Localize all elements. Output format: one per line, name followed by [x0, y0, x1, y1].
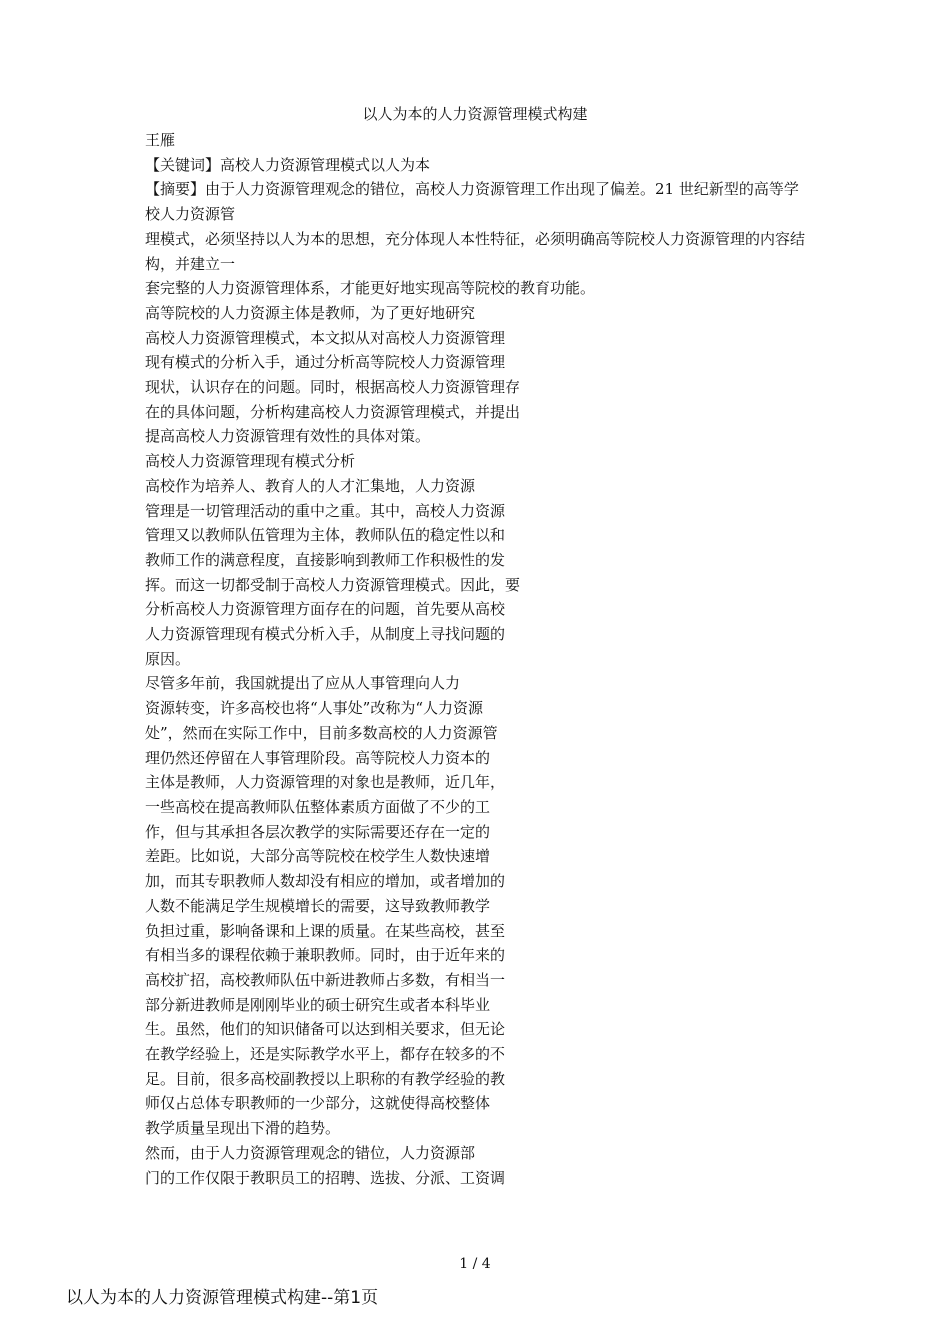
body-text-line: 生。虽然，他们的知识储备可以达到相关要求，但无论 — [145, 1020, 506, 1039]
body-text-line: 作，但与其承担各层次教学的实际需要还存在一定的 — [145, 822, 491, 841]
document-body — [145, 128, 813, 1190]
body-text-line: 高校人力资源管理现有模式分析 — [145, 452, 356, 471]
body-text-line: 一些高校在提高教师队伍整体素质方面做了不少的工 — [145, 797, 491, 816]
body-text-line: 人数不能满足学生规模增长的需要，这导致教师教学 — [145, 896, 491, 915]
body-text-line: 理仍然还停留在人事管理阶段。高等院校人力资本的 — [145, 748, 491, 767]
body-text-line: 在的具体问题，分析构建高校人力资源管理模式，并提出 — [145, 402, 521, 421]
body-text-line: 提高高校人力资源管理有效性的具体对策。 — [145, 427, 431, 446]
body-text-line: 有相当多的课程依赖于兼职教师。同时，由于近年来的 — [145, 946, 506, 965]
body-text-line: 原因。 — [145, 649, 191, 668]
body-text-line: 处”，然而在实际工作中，目前多数高校的人力资源管 — [145, 723, 498, 742]
body-text-line: 管理又以教师队伍管理为主体，教师队伍的稳定性以和 — [145, 526, 506, 545]
body-text-line: 差距。比如说，大部分高等院校在校学生人数快速增 — [145, 847, 491, 866]
body-text-line: 在教学经验上，还是实际教学水平上，都存在较多的不 — [145, 1045, 506, 1064]
body-text-line: 教学质量呈现出下滑的趋势。 — [145, 1119, 341, 1138]
body-text-line: 资源转变，许多高校也将“人事处”改称为“人力资源 — [145, 699, 484, 718]
body-text-line: 然而，由于人力资源管理观念的错位，人力资源部 — [145, 1143, 476, 1162]
body-text-line: 教师工作的满意程度，直接影响到教师工作积极性的发 — [145, 550, 506, 569]
body-text-line: 分析高校人力资源管理方面存在的问题，首先要从高校 — [145, 600, 506, 619]
body-text-line: 现状，认识存在的问题。同时，根据高校人力资源管理存 — [145, 378, 521, 397]
body-text-line: 足。目前，很多高校副教授以上职称的有教学经验的教 — [145, 1069, 506, 1088]
abstract-line: 理模式，必须坚持以人为本的思想，充分体现人本性特征，必须明确高等院校人力资源管理的内容结构，并建立一 — [145, 229, 806, 273]
abstract-block — [145, 177, 813, 301]
body-text-line: 现有模式的分析入手，通过分析高等院校人力资源管理 — [145, 353, 506, 372]
body-text-line: 门的工作仅限于教职员工的招聘、选拔、分派、工资调 — [145, 1168, 506, 1187]
page-footer: 以人为本的人力资源管理模式构建--第1页 — [66, 1288, 379, 1308]
body-text-line: 尽管多年前，我国就提出了应从人事管理向人力 — [145, 674, 461, 693]
body-text-line: 管理是一切管理活动的重中之重。其中，高校人力资源 — [145, 501, 506, 520]
body-text-line: 高等院校的人力资源主体是教师，为了更好地研究 — [145, 303, 476, 322]
document-title: 以人为本的人力资源管理模式构建 — [362, 105, 588, 123]
abstract-line: 【摘要】由于人力资源管理观念的错位，高校人力资源管理工作出现了偏差。21 世纪新型的高等学校人力资源管 — [145, 180, 799, 224]
page-number: 1 / 4 — [459, 1256, 491, 1272]
body-text-line: 师仅占总体专职教师的一少部分，这就使得高校整体 — [145, 1094, 491, 1113]
body-text-line: 主体是教师，人力资源管理的对象也是教师，近几年， — [145, 773, 506, 792]
body-text-line: 加，而其专职教师人数却没有相应的增加，或者增加的 — [145, 872, 506, 891]
body-text-line: 高校扩招，高校教师队伍中新进教师占多数，有相当一 — [145, 970, 506, 989]
body-text-column — [145, 301, 570, 1190]
body-text-line: 挥。而这一切都受制于高校人力资源管理模式。因此，要 — [145, 575, 521, 594]
keywords-line: 【关键词】高校人力资源管理模式以人为本 — [145, 155, 431, 174]
abstract-line: 套完整的人力资源管理体系，才能更好地实现高等院校的教育功能。 — [145, 279, 596, 298]
body-text-line: 高校人力资源管理模式，本文拟从对高校人力资源管理 — [145, 328, 506, 347]
body-text-line: 负担过重，影响备课和上课的质量。在某些高校，甚至 — [145, 921, 506, 940]
body-text-line: 部分新进教师是刚刚毕业的硕士研究生或者本科毕业 — [145, 995, 491, 1014]
body-text-line: 高校作为培养人、教育人的人才汇集地，人力资源 — [145, 476, 476, 495]
author-name: 王雁 — [145, 131, 176, 149]
body-text-line: 人力资源管理现有模式分析入手，从制度上寻找问题的 — [145, 625, 506, 644]
